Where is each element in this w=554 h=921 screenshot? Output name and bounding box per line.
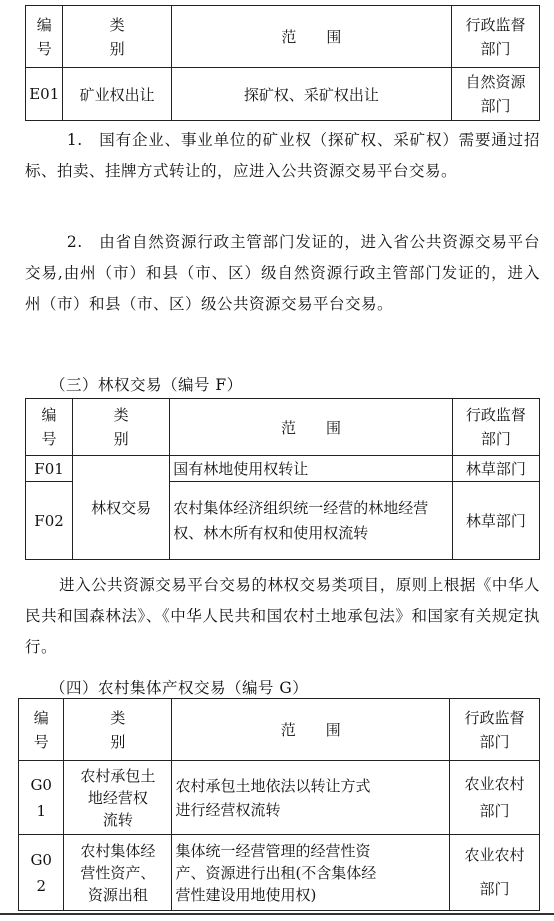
table-row: [26, 68, 540, 121]
cell-category: 林权交易: [73, 456, 170, 560]
cell-department: 农业农村 部门: [450, 761, 540, 835]
cell-number: G0 1: [19, 761, 64, 835]
cell-number: F02: [26, 482, 73, 560]
cell-number: G0 2: [19, 835, 64, 911]
section-heading-f: （三）林权交易（编号 F）: [50, 376, 243, 394]
table-header-row: [19, 699, 540, 761]
header-category: 类 别: [73, 399, 170, 456]
cell-department: 农业农村 部门: [450, 835, 540, 911]
cell-department: 自然资源 部门: [451, 68, 539, 121]
header-number: 编 号: [19, 699, 64, 761]
cell-number: E01: [26, 68, 63, 121]
cell-category: 农村集体经 营性资产、 资源出租: [64, 835, 172, 911]
paragraph-f: 进入公共资源交易平台交易的林权交易类项目，原则上根据《中华人民共和国森林法》、《中华人民共和国农村土地承包法》和国家有关规定执行。: [25, 576, 540, 656]
table-row: [26, 456, 540, 482]
header-department: 行政监督 部门: [450, 699, 540, 761]
header-department: 行政监督 部门: [451, 6, 539, 68]
header-scope: 范 围: [171, 6, 451, 68]
cell-category: 农村承包土 地经营权 流转: [64, 761, 172, 835]
cell-scope: 农村承包土地依法以转让方式 进行经营权流转: [172, 761, 450, 835]
table-row: [19, 835, 540, 911]
cell-scope: 国有林地使用权转让: [170, 456, 453, 482]
table-e: [25, 5, 540, 121]
cell-number: F01: [26, 456, 73, 482]
cell-department: 林草部门: [452, 482, 539, 560]
section-heading-g: （四）农村集体产权交易（编号 G）: [50, 679, 309, 697]
header-scope: 范 围: [170, 399, 453, 456]
header-category: 类 别: [64, 699, 172, 761]
header-scope: 范 围: [172, 699, 450, 761]
header-department: 行政监督 部门: [452, 399, 539, 456]
header-number: 编 号: [26, 6, 63, 68]
cell-category: 矿业权出让: [63, 68, 171, 121]
cell-scope: 农村集体经济组织统一经营的林地经营权、林木所有权和使用权流转: [170, 482, 453, 560]
table-header-row: [26, 399, 540, 456]
header-category: 类 别: [63, 6, 171, 68]
table-f: [25, 398, 540, 560]
paragraph-e1: 1. 国有企业、事业单位的矿业权（探矿权、采矿权）需要通过招标、拍卖、挂牌方式转让的，应进入公共资源交易平台交易。: [25, 131, 540, 180]
cell-department: 林草部门: [452, 456, 539, 482]
paragraph-e2: 2. 由省自然资源行政主管部门发证的，进入省公共资源交易平台交易,由州（市）和县（市、区）级自然资源行政主管部门发证的，进入州（市）和县（市、区）级公共资源交易平台交易。: [25, 233, 540, 313]
header-number: 编 号: [26, 399, 73, 456]
bottom-rule: [0, 913, 554, 915]
cell-scope: 探矿权、采矿权出让: [171, 68, 451, 121]
cell-scope: 集体统一经营管理的经营性资 产、资源进行出租(不含集体经 营性建设用地使用权): [172, 835, 450, 911]
table-row: [19, 761, 540, 835]
table-g: [18, 698, 540, 911]
table-header-row: [26, 6, 540, 68]
